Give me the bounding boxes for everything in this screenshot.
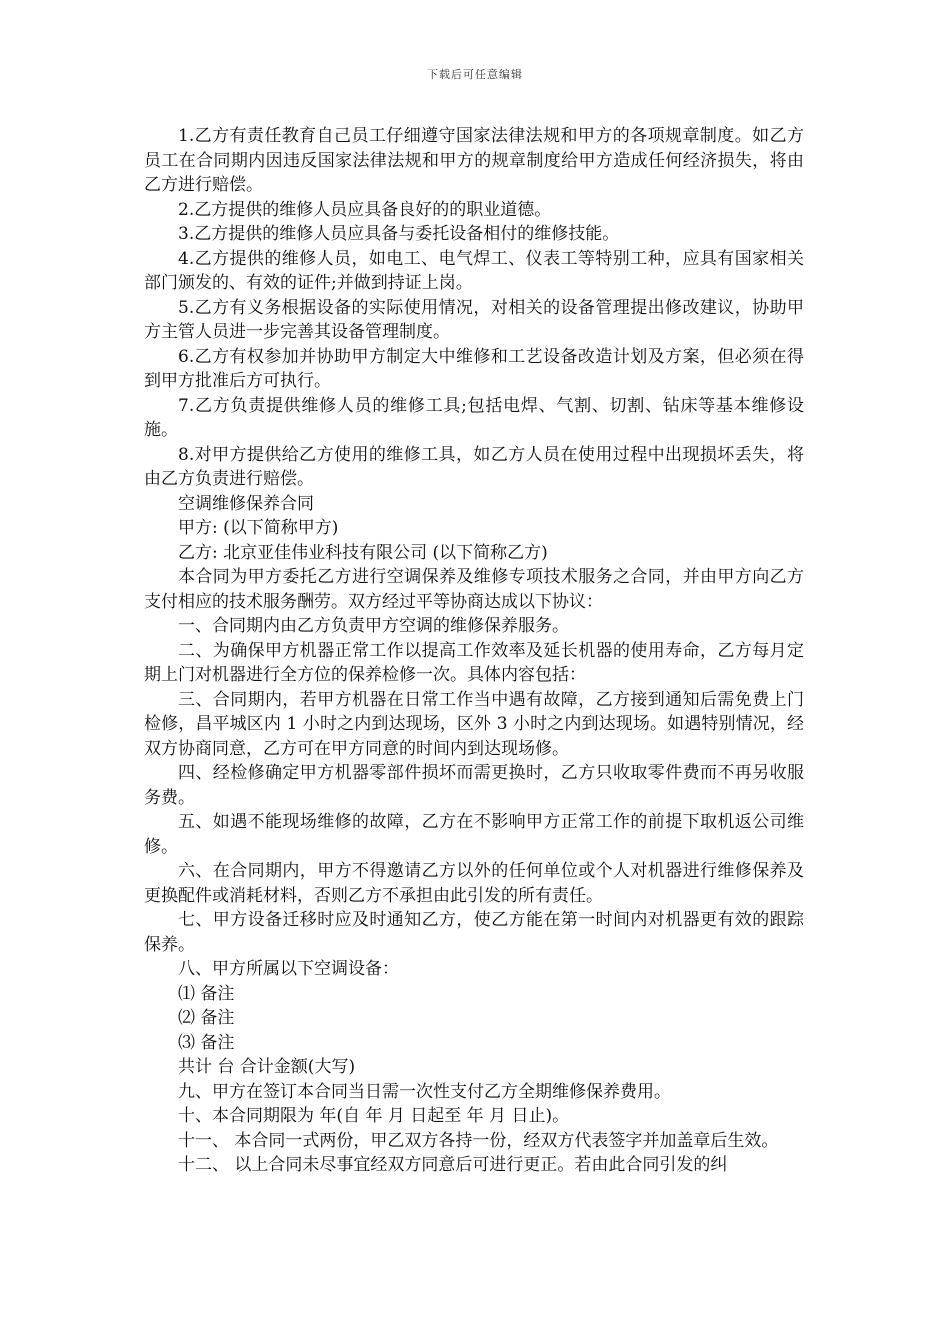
- equipment-note-3: ⑶ 备注: [178, 1032, 235, 1053]
- article-2: 二、为确保甲方机器正常工作以提高工作效率及延长机器的使用寿命，乙方每月定期上门对机器进行全方位的保养检修一次。具体内容包括：: [144, 640, 804, 685]
- document-body: [144, 124, 804, 1178]
- contract-title: 空调维修保养合同: [178, 493, 314, 514]
- article-11: 十一、 本合同一式两份，甲乙双方各持一份，经双方代表签字并加盖章后生效。: [178, 1130, 779, 1151]
- clause-1: 1.乙方有责任教育自己员工仔细遵守国家法律法规和甲方的各项规章制度。如乙方员工在合同期内因违反国家法律法规和甲方的规章制度给甲方造成任何经济损失，将由乙方进行赔偿。: [144, 126, 804, 195]
- equipment-total: 共计 台 合计金额(大写): [178, 1057, 356, 1077]
- party-b: 乙方: 北京亚佳伟业科技有限公司 (以下简称乙方): [178, 542, 548, 563]
- article-1: 一、合同期内由乙方负责甲方空调的维修保养服务。: [178, 616, 569, 636]
- clause-8: 8.对甲方提供给乙方使用的维修工具，如乙方人员在使用过程中出现损坏丢失，将由乙方负责进行赔偿。: [144, 444, 804, 489]
- equipment-note-2: ⑵ 备注: [178, 1008, 235, 1028]
- article-10: 十、本合同期限为 年(自 年 月 日起至 年 月 日止)。: [178, 1106, 570, 1126]
- clause-2: 2.乙方提供的维修人员应具备良好的的职业道德。: [178, 199, 552, 220]
- clause-7: 7.乙方负责提供维修人员的维修工具;包括电焊、气割、切割、钻床等基本维修设施。: [144, 395, 804, 440]
- article-4: 四、经检修确定甲方机器零部件损坏而需更换时，乙方只收取零件费而不再另收服务费。: [144, 763, 804, 808]
- party-a: 甲方: (以下简称甲方): [178, 518, 339, 538]
- article-9: 九、甲方在签订本合同当日需一次性支付乙方全期维修保养费用。: [178, 1081, 671, 1102]
- article-6: 六、在合同期内，甲方不得邀请乙方以外的任何单位或个人对机器进行维修保养及更换配件或消耗材料，否则乙方不承担由此引发的所有责任。: [144, 861, 804, 906]
- article-8: 八、甲方所属以下空调设备：: [178, 959, 399, 979]
- contract-preamble: 本合同为甲方委托乙方进行空调保养及维修专项技术服务之合同，并由甲方向乙方支付相应的技术服务酬劳。双方经过平等协商达成以下协议：: [144, 567, 804, 612]
- clause-5: 5.乙方有义务根据设备的实际使用情况，对相关的设备管理提出修改建议，协助甲方主管人员进一步完善其设备管理制度。: [144, 297, 804, 342]
- page-header-note: 下载后可任意编辑: [427, 68, 523, 81]
- clause-4: 4.乙方提供的维修人员，如电工、电气焊工、仪表工等特别工种，应具有国家相关部门颁发的、有效的证件;并做到持证上岗。: [144, 248, 804, 293]
- equipment-note-1: ⑴ 备注: [178, 983, 235, 1004]
- article-3: 三、合同期内，若甲方机器在日常工作当中遇有故障，乙方接到通知后需免费上门检修，昌平城区内 1 小时之内到达现场，区外 3 小时之内到达现场。如遇特别情况，经双方协商同意，乙方可在甲方同意的时间内到达现场修。: [144, 689, 804, 759]
- clause-3: 3.乙方提供的维修人员应具备与委托设备相付的维修技能。: [178, 224, 620, 244]
- article-12: 十二、 以上合同未尽事宜经双方同意后可进行更正。若由此合同引发的纠: [178, 1155, 728, 1175]
- article-5: 五、如遇不能现场维修的故障，乙方在不影响甲方正常工作的前提下取机返公司维修。: [144, 812, 804, 857]
- article-7: 七、甲方设备迁移时应及时通知乙方，使乙方能在第一时间内对机器更有效的跟踪保养。: [144, 910, 804, 955]
- clause-6: 6.乙方有权参加并协助甲方制定大中维修和工艺设备改造计划及方案，但必须在得到甲方批准后方可执行。: [144, 346, 804, 391]
